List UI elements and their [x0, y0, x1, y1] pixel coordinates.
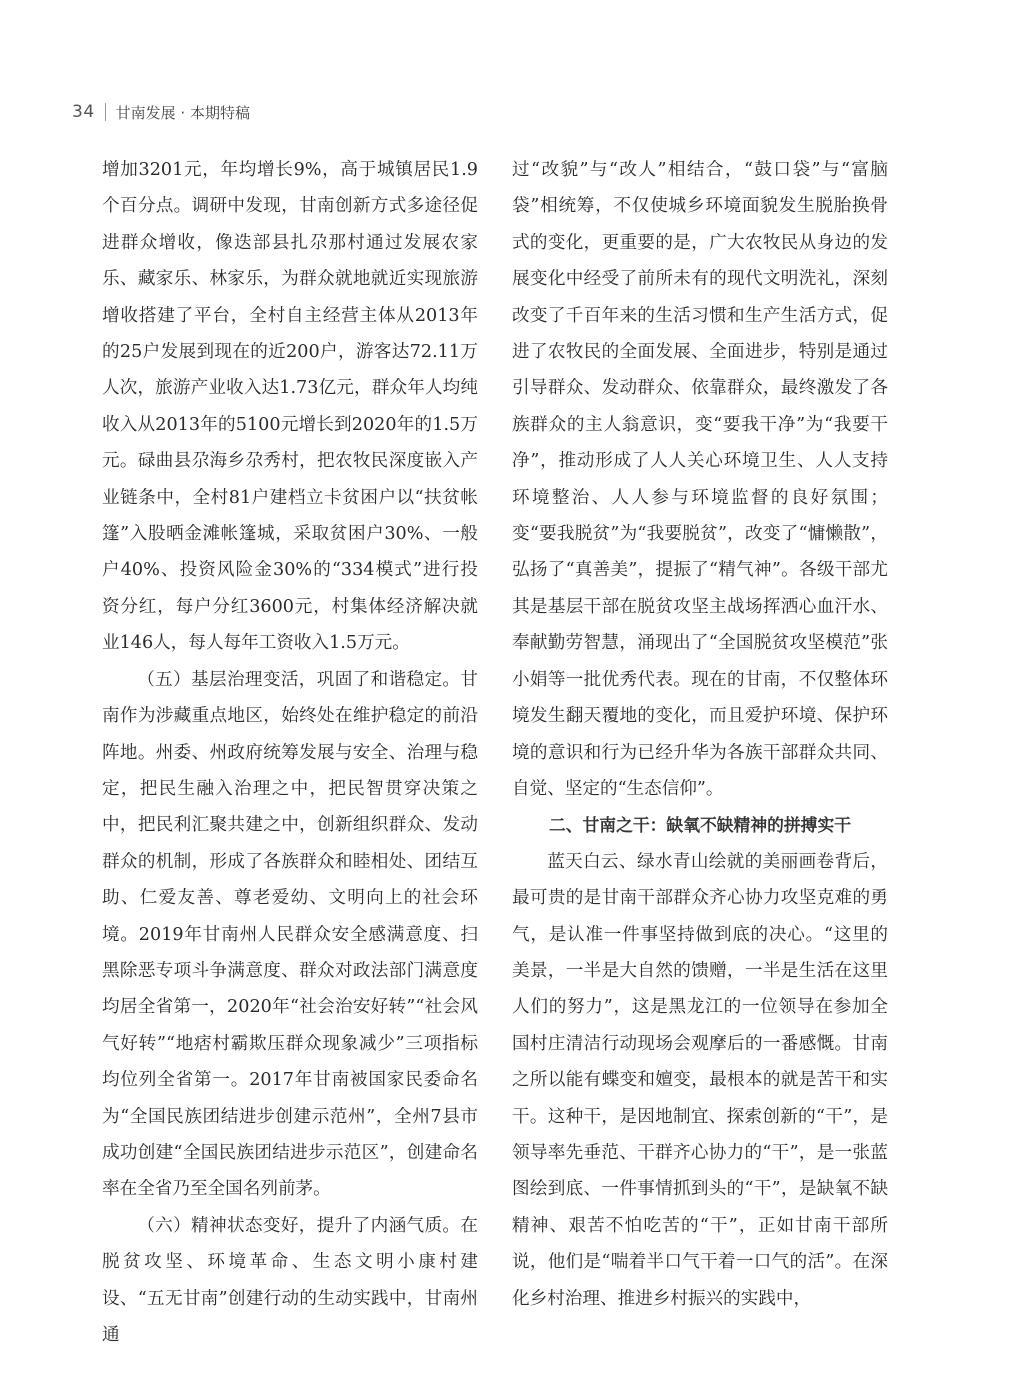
body-paragraph: 过“改貌”与“改人”相结合，“鼓口袋”与“富脑袋”相统筹，不仅使城乡环境面貌发生脱胎换骨式的变化，更重要的是，广大农牧民从身边的发展变化中经受了前所未有的现代文明洗礼，深刻改变了千百年来的生活习惯和生产生活方式，促进了农牧民的全面发展、全面进步，特别是通过引导群众、发动群众、依靠群众，最终激发了各族群众的主人翁意识，变“要我干净”为“我要干净”，推动形成了人人关心环境卫生、人人支持环境整治、人人参与环境监督的良好氛围；变“要我脱贫”为“我要脱贫”，改变了“慵懒散”，弘扬了“真善美”，提振了“精气神”。各级干部尤其是基层干部在脱贫攻坚主战场挥洒心血汗水、奉献勤劳智慧，涌现出了“全国脱贫攻坚模范”张小娟等一批优秀代表。现在的甘南，不仅整体环境发生翻天覆地的变化，而且爱护环境、保护环境的意识和行为已经升华为各族干部群众共同、自觉、坚定的“生态信仰”。 [512, 160, 888, 799]
section-heading: 二、甘南之干：缺氧不缺精神的拼搏实干 [548, 815, 852, 836]
body-paragraph: （五）基层治理变活，巩固了和谐稳定。甘南作为涉藏重点地区，始终处在维护稳定的前沿阵地。州委、州政府统筹发展与安全、治理与稳定，把民生融入治理之中，把民智贯穿决策之中，把民利汇聚共建之中，创新组织群众、发动群众的机制，形成了各族群众和睦相处、团结互助、仁爱友善、尊老爱幼、文明向上的社会环境。2019年甘南州人民群众安全感满意度、扫黑除恶专项斗争满意度、群众对政法部门满意度均居全省第一，2020年“社会治安好转”“社会风气好转”“地痞村霸欺压群众现象减少”三项指标均位列全省第一。2017年甘南被国家民委命名为“全国民族团结进步创建示范州”，全州7县市成功创建“全国民族团结进步示范区”，创建命名率在全省乃至全国名列前茅。 [102, 669, 478, 1200]
page-number: 34 [72, 102, 95, 122]
running-title: 甘南发展 · 本期特稿 [115, 103, 250, 122]
body-paragraph: 增加3201元，年均增长9%，高于城镇居民1.9个百分点。调研中发现，甘南创新方式多途径促进群众增收，像迭部县扎尕那村通过发展农家乐、藏家乐、林家乐，为群众就地就近实现旅游增收搭建了平台，全村自主经营主体从2013年的25户发展到现在的近200户，游客达72.11万人次，旅游产业收入达1.73亿元，群众年人均纯收入从2013年的5100元增长到2020年的1.5万元。碌曲县尕海乡尕秀村，把农牧民深度嵌入产业链条中，全村81户建档立卡贫困户以“扶贫帐篷”入股晒金滩帐篷城，采取贫困户30%、一般户40%、投资风险金30%的“334模式”进行投资分红，每户分红3600元，村集体经济解决就业146人，每人每年工资收入1.5万元。 [102, 160, 478, 654]
page-header [72, 100, 250, 124]
body-paragraph: 蓝天白云、绿水青山绘就的美丽画卷背后，最可贵的是甘南干部群众齐心协力攻坚克难的勇气，是认准一件事坚持做到底的决心。“这里的美景，一半是大自然的馈赠，一半是生活在这里人们的努力”，这是黑龙江的一位领导在参加全国村庄清洁行动现场会观摩后的一番感慨。甘南之所以能有蝶变和嬗变，最根本的就是苦干和实干。这种干，是因地制宜、探索创新的“干”，是领导率先垂范、干群齐心协力的“干”，是一张蓝图绘到底、一件事情抓到头的“干”，是缺氧不缺精神、艰苦不怕吃苦的“干”，正如甘南干部所说，他们是“喘着半口气干着一口气的活”。在深化乡村治理、推进乡村振兴的实践中， [512, 851, 888, 1309]
right-column [512, 152, 888, 1317]
left-column [102, 152, 478, 1353]
body-paragraph: （六）精神状态变好，提升了内涵气质。在脱贫攻坚、环境革命、生态文明小康村建设、“五无甘南”创建行动的生动实践中，甘南州通 [102, 1215, 478, 1345]
header-divider [105, 103, 106, 121]
